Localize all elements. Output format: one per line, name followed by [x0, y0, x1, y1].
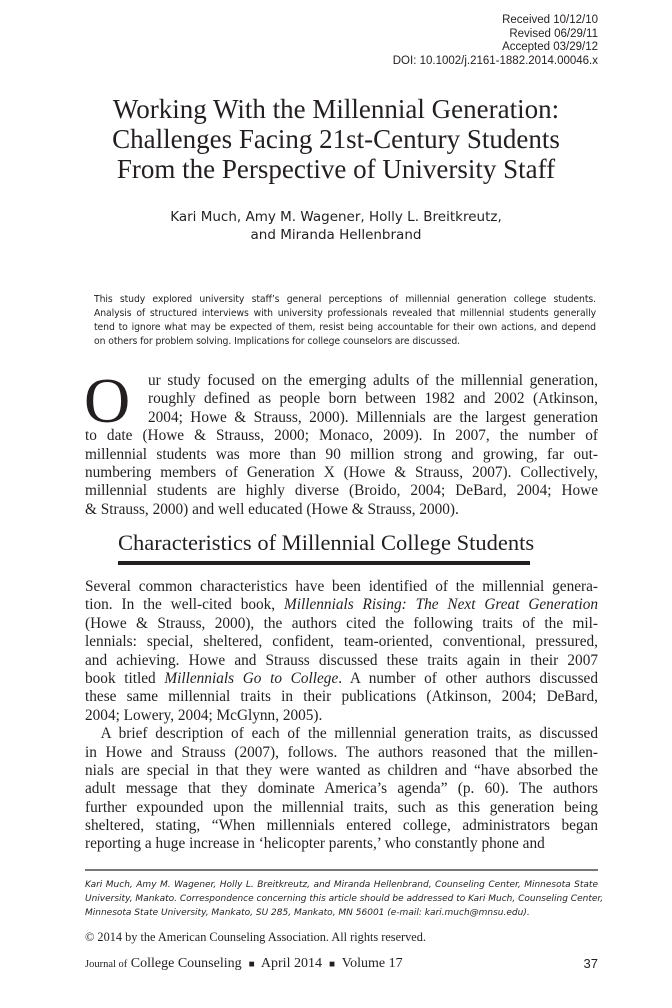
text-segment: nials are special in that they were wanted as children and “have absorbed the	[85, 761, 598, 779]
text-line	[85, 372, 598, 390]
text-line	[85, 390, 598, 408]
copyright: © 2014 by the American Counseling Association. All rights reserved.	[85, 930, 426, 944]
text-segment: 2004; Lowery, 2004; McGlynn, 2005).	[85, 706, 323, 724]
abstract-line: Analysis of structured interviews with university professionals revealed that millennial students generally	[94, 308, 596, 319]
text-line	[85, 596, 598, 614]
text-line	[85, 615, 598, 633]
text-line	[85, 780, 598, 798]
text-line	[85, 501, 598, 519]
text-line	[85, 482, 598, 500]
text-line	[85, 427, 598, 445]
accepted-date: Accepted 03/29/12	[502, 41, 598, 54]
text-line	[85, 688, 598, 706]
text-segment: book titled	[85, 669, 165, 687]
author-line: and Miranda Hellenbrand	[250, 227, 422, 243]
text-line	[85, 578, 598, 596]
text-segment: lennials: special, sheltered, confident, team-oriented, conventional, pressured,	[85, 633, 598, 651]
text-line	[85, 817, 598, 835]
text-segment: in Howe and Strauss (2007), follows. The authors reasoned that the millen-	[85, 743, 598, 761]
heading-rule	[118, 561, 530, 565]
text-segment: adult message that they dominate America’s agenda” (p. 60). The authors	[85, 780, 598, 798]
journal-footer	[85, 956, 403, 972]
text-line	[85, 744, 598, 762]
page-number: 37	[583, 956, 598, 971]
text-line	[85, 670, 598, 688]
text-segment: & Strauss, 2000) and well educated (Howe & Strauss, 2000).	[85, 500, 459, 518]
title-line: From the Perspective of University Staff	[116, 154, 556, 184]
text-segment: roughly defined as people born between 1982 and 2002 (Atkinson,	[148, 390, 598, 408]
text-segment: 2004; Howe & Strauss, 2000). Millennials are the largest generation	[148, 408, 598, 426]
text-segment: numbering members of Generation X (Howe & Strauss, 2007). Collectively,	[85, 463, 598, 481]
text-segment: . A number of other authors discussed	[338, 669, 598, 687]
text-segment: these same millennial traits in their publications (Atkinson, 2004; DeBard,	[85, 688, 598, 706]
separator-icon: ■	[248, 959, 255, 970]
title-line: Working With the Millennial Generation:	[112, 94, 560, 124]
journal-volume: Volume 17	[341, 956, 403, 971]
text-segment: further expounded upon the millennial traits, such as this generation being	[85, 798, 598, 816]
footnote-line: Kari Much, Amy M. Wagener, Holly L. Breitkreutz, and Miranda Hellenbrand, Counseling Center, Minnesota State	[85, 880, 598, 890]
book-title: Millennials Rising: The Next Great Generation	[284, 596, 599, 614]
journal-prefix: Journal of	[85, 959, 128, 970]
text-line	[85, 446, 598, 464]
abstract-line: on others for problem solving. Implications for college counselors are discussed.	[94, 336, 460, 347]
text-line	[85, 762, 598, 780]
text-segment: to date (Howe & Strauss, 2000; Monaco, 2009). In 2007, the number of	[85, 427, 598, 445]
text-line	[85, 409, 598, 427]
title-line: Challenges Facing 21st-Century Students	[112, 124, 560, 154]
doi: DOI: 10.1002/j.2161-1882.2014.00046.x	[392, 54, 598, 67]
journal-name: College Counseling	[130, 956, 242, 971]
text-segment: and achieving. Howe and Strauss discussed these traits again in their 2007	[85, 651, 598, 669]
author-list	[0, 208, 672, 244]
text-segment: sheltered, stating, “When millennials entered college, administrators began	[85, 817, 598, 835]
text-line	[85, 707, 598, 725]
text-segment: tion. In the well-cited book,	[85, 596, 284, 614]
section-heading: Characteristics of Millennial College Students	[118, 530, 535, 555]
text-segment: ur study focused on the emerging adults of the millennial generation,	[148, 372, 598, 389]
author-footnote	[85, 878, 604, 920]
journal-date: April 2014	[260, 956, 322, 971]
text-line	[85, 464, 598, 482]
separator-icon: ■	[328, 959, 336, 970]
text-line	[85, 835, 598, 853]
text-segment: A brief description of each of the millennial generation traits, as discussed	[85, 725, 598, 743]
revised-date: Revised 06/29/11	[509, 27, 598, 40]
author-line: Kari Much, Amy M. Wagener, Holly L. Breitkreutz,	[170, 209, 502, 225]
footnote-line: Minnesota State University, Mankato, SU 285, Mankato, MN 56001 (e-mail: kari.much@mnsu.edu).	[85, 908, 530, 918]
drop-cap: O	[84, 365, 131, 436]
text-segment: Several common characteristics have been identified of the millennial genera-	[85, 578, 598, 595]
text-segment: millennial students was more than 90 million strong and growing, far out-	[85, 445, 598, 463]
intro-paragraph	[84, 365, 598, 519]
text-line	[85, 633, 598, 651]
footnote-line: University, Mankato. Correspondence concerning this article should be addressed to Kari Much, Counseling Center,	[85, 894, 604, 904]
abstract-line: This study explored university staff’s general perceptions of millennial generation college students.	[94, 294, 596, 305]
text-segment: millennial students are highly diverse (Broido, 2004; DeBard, 2004; Howe	[85, 482, 598, 500]
section-body	[85, 578, 598, 854]
received-dates	[393, 14, 598, 68]
text-line	[85, 725, 598, 743]
article-title	[0, 94, 672, 184]
abstract	[94, 293, 596, 349]
book-title: Millennials Go to College	[164, 669, 339, 687]
text-segment: (Howe & Strauss, 2000), the authors cited the following traits of the mil-	[85, 614, 598, 632]
footnote-divider	[85, 869, 598, 871]
text-line	[85, 652, 598, 670]
text-segment: reporting a huge increase in ‘helicopter parents,’ who constantly phone and	[85, 835, 545, 853]
abstract-line: tend to ignore what may be expected of them, resist being accountable for their own actions, and depend	[94, 322, 596, 333]
received-date: Received 10/12/10	[502, 14, 598, 26]
text-line	[85, 799, 598, 817]
